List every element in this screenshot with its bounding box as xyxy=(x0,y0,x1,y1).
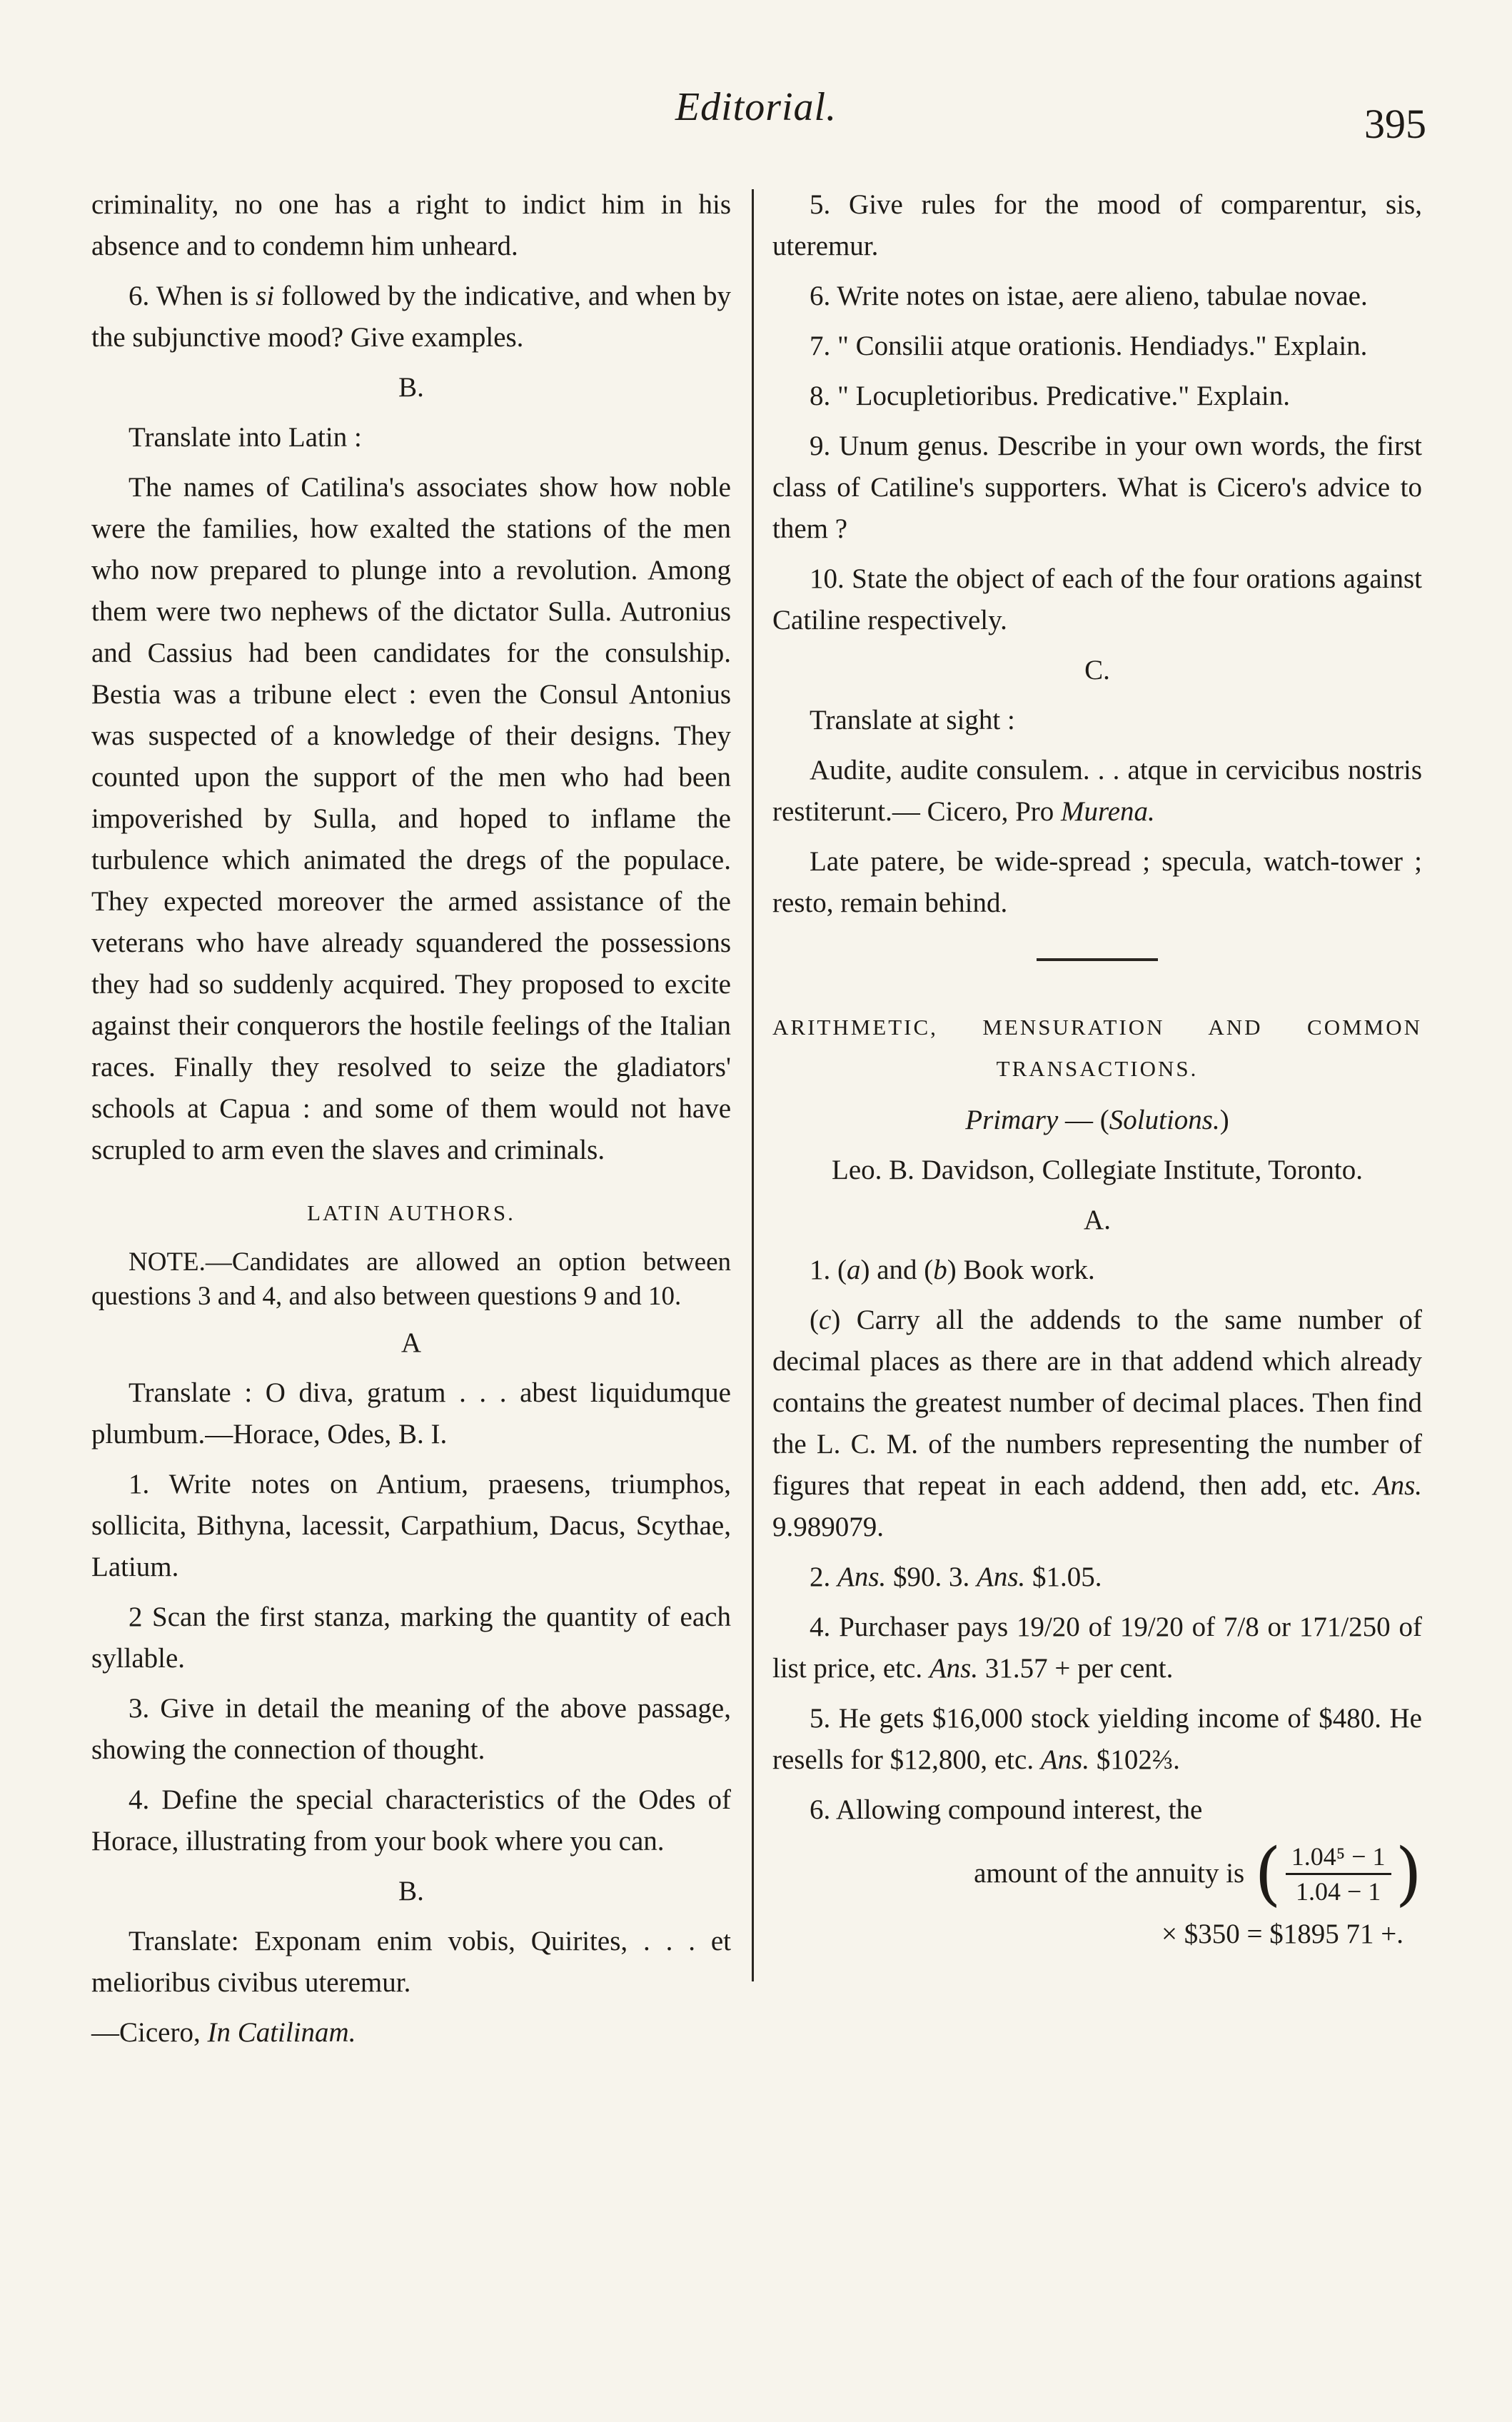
question-1-notes: 1. Write notes on Antium, praesens, triumphos, sollicita, Bithyna, lacessit, Carpathium, Dacus, Scythae, Latium. xyxy=(91,1469,731,1582)
solution-c-letter: c xyxy=(819,1305,832,1335)
section-heading-a-2: A. xyxy=(1084,1205,1111,1235)
annuity-result: × $350 = $1895 71 +. xyxy=(1161,1919,1403,1949)
right-column xyxy=(772,184,1422,1955)
primary-solutions-subheading xyxy=(772,1100,1422,1141)
page-number: 395 xyxy=(1364,101,1426,147)
question-6-si xyxy=(91,276,731,358)
fraction-numerator: 1.04⁵ − 1 xyxy=(1286,1840,1391,1875)
primary-word: Primary xyxy=(965,1105,1059,1135)
question-6-si-word: si xyxy=(256,281,275,311)
solution-c-answer: 9.989079. xyxy=(772,1512,884,1542)
vocabulary-note: Late patere, be wide-spread ; specula, watch-tower ; resto, remain behind. xyxy=(772,846,1422,918)
answer-label: Ans. xyxy=(929,1653,979,1684)
solution-c-body: ) Carry all the addends to the same number of decimal places as there are in that addend which already contains the greatest number of decimal places. Then find the L. C. M. of the numbers representing the number of figures that repeat in each addend, then add, etc. xyxy=(772,1305,1422,1501)
citation-author: —Cicero, xyxy=(91,2017,208,2048)
solution-c-a: ( xyxy=(810,1305,819,1335)
column-divider xyxy=(752,189,754,1981)
solutions-word: Solutions. xyxy=(1109,1105,1220,1135)
answer-label: Ans. xyxy=(1373,1470,1422,1501)
running-title: Editorial. xyxy=(675,85,837,129)
section-separator xyxy=(1037,958,1158,961)
annuity-formula xyxy=(772,1834,1422,1914)
right-paren-glyph: ) xyxy=(1395,1834,1422,1914)
latin-prose-passage: The names of Catilina's associates show how noble were the families, how exalted the stations of the men who now prepared to plunge into a revolution. Among them were two nephews of the dictator Sulla. Autronius and Cassius had been candidates for the consulship. Bestia was a tribune elect : even the Consul Antonius was suspected of a knowledge of their designs. They counted upon the support of the men who had been impoverished by Sulla, and hoped to inflame the turbulence which animated the dregs of the populace. They expected moreover the armed assistance of the veterans who have already squandered the possessions they had so suddenly acquired. They proposed to excite against their conquerors the hostile feelings of the Italian races. Finally they resolved to seize the gladiators' schools at Capua : and some of them would not have scrupled to arm even the slaves and criminals. xyxy=(91,472,731,1165)
solution-4-answer: 31.57 + per cent. xyxy=(978,1653,1174,1684)
solution-2-3 xyxy=(772,1557,1422,1598)
note-paragraph: NOTE.—Candidates are allowed an option between questions 3 and 4, and also between questions 9 and 10. xyxy=(91,1247,731,1311)
question-6-notes: 6. Write notes on istae, aere alieno, tabulae novae. xyxy=(810,281,1368,311)
solution-5 xyxy=(772,1698,1422,1781)
answer-label: Ans. xyxy=(837,1562,887,1592)
question-10-orations: 10. State the object of each of the four orations against Catiline respectively. xyxy=(772,563,1422,635)
solution-2-answer: $90. 3. xyxy=(886,1562,977,1592)
solution-1-ai: a xyxy=(847,1255,861,1285)
audite-passage xyxy=(772,750,1422,833)
author-credit: Leo. B. Davidson, Collegiate Institute, Toronto. xyxy=(832,1155,1363,1185)
question-6-text-a: 6. When is xyxy=(128,281,256,311)
citation-work: In Catilinam. xyxy=(207,2017,356,2048)
solution-5-text: 5. He gets $16,000 stock yielding income of $480. He resells for $12,800, etc. xyxy=(772,1703,1422,1775)
answer-label: Ans. xyxy=(1040,1744,1090,1775)
annuity-fraction xyxy=(1286,1840,1391,1908)
solution-5-answer: $102⅔. xyxy=(1089,1744,1180,1775)
section-heading-b: B. xyxy=(398,372,424,403)
question-6-text-b: followed by the indicative, and when by the subjunctive mood? Give examples. xyxy=(91,281,731,353)
solution-1 xyxy=(772,1250,1422,1291)
cicero-citation xyxy=(91,2012,731,2054)
solution-1-bi: b xyxy=(933,1255,947,1285)
question-3-meaning: 3. Give in detail the meaning of the above passage, showing the connection of thought. xyxy=(91,1693,731,1765)
translate-at-sight-label: Translate at sight : xyxy=(810,705,1015,735)
primary-dash: — ( xyxy=(1058,1105,1109,1135)
section-heading-a: A xyxy=(400,1327,422,1358)
solution-4-text: 4. Purchaser pays 19/20 of 19/20 of 7/8 or 171/250 of list price, etc. xyxy=(772,1612,1422,1684)
translate-cicero: Translate: Exponam enim vobis, Quirites, . . . et melioribus civibus uteremur. xyxy=(91,1926,731,1998)
question-7-hendiadys: 7. " Consilii atque orationis. Hendiadys." Explain. xyxy=(810,331,1368,361)
solution-3-answer: $1.05. xyxy=(1025,1562,1102,1592)
solution-1-a: 1. ( xyxy=(810,1255,847,1285)
question-5-mood: 5. Give rules for the mood of comparentur, sis, uteremur. xyxy=(772,189,1422,261)
latin-authors-heading: LATIN AUTHORS. xyxy=(307,1200,515,1225)
section-heading-c: C. xyxy=(1084,655,1110,685)
solution-1-b: ) and ( xyxy=(860,1255,934,1285)
audite-text: Audite, audite consulem. . . atque in cervicibus nostris restiterunt.— Cicero, Pro xyxy=(772,755,1422,827)
solution-2-num: 2. xyxy=(810,1562,837,1592)
solution-4 xyxy=(772,1607,1422,1689)
left-paren-glyph: ( xyxy=(1254,1834,1281,1914)
answer-label: Ans. xyxy=(977,1562,1026,1592)
left-column xyxy=(91,184,731,2062)
paragraph-criminality: criminality, no one has a right to indict him in his absence and to condemn him unheard. xyxy=(91,189,731,261)
fraction-denominator: 1.04 − 1 xyxy=(1295,1876,1381,1906)
annuity-lead-text: amount of the annuity is xyxy=(974,1858,1245,1889)
solution-1-c: ) Book work. xyxy=(947,1255,1095,1285)
primary-close: ) xyxy=(1219,1105,1229,1135)
section-heading-b-2: B. xyxy=(398,1876,424,1906)
arithmetic-heading: ARITHMETIC, MENSURATION AND COMMON TRANSACTIONS. xyxy=(772,1015,1422,1081)
translate-horace: Translate : O diva, gratum . . . abest liquidumque plumbum.—Horace, Odes, B. I. xyxy=(91,1377,731,1449)
translate-into-latin-label: Translate into Latin : xyxy=(128,422,362,453)
question-2-scan: 2 Scan the first stanza, marking the quantity of each syllable. xyxy=(91,1602,731,1674)
murena-title: Murena. xyxy=(1061,796,1155,827)
question-9-unum-genus: 9. Unum genus. Describe in your own words, the first class of Catiline's supporters. What is Cicero's advice to them ? xyxy=(772,431,1422,544)
solution-6: 6. Allowing compound interest, the xyxy=(810,1794,1203,1825)
question-4-odes: 4. Define the special characteristics of the Odes of Horace, illustrating from your book where you can. xyxy=(91,1784,731,1856)
solution-c xyxy=(772,1300,1422,1548)
question-8-predicative: 8. " Locupletioribus. Predicative." Explain. xyxy=(810,381,1291,411)
